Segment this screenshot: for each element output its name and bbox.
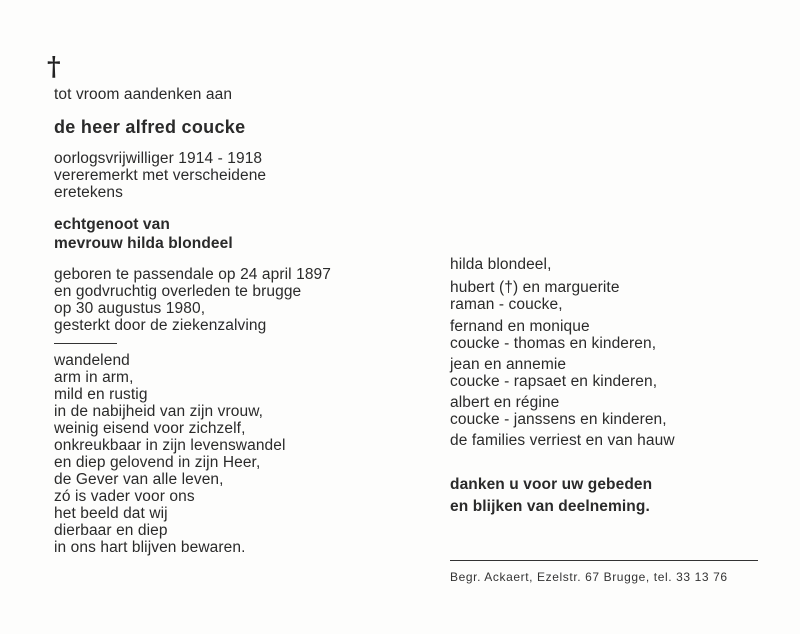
poem-line: wandelend xyxy=(54,352,130,369)
poem-line: mild en rustig xyxy=(54,386,148,403)
poem-line: in de nabijheid van zijn vrouw, xyxy=(54,403,264,420)
family-line: de families verriest en van hauw xyxy=(450,432,675,449)
printer-credit: Begr. Ackaert, Ezelstr. 67 Brugge, tel. 33 13 76 xyxy=(450,570,728,584)
poem-line: onkreukbaar in zijn levenswandel xyxy=(54,437,286,454)
family-line: jean en annemie xyxy=(450,356,567,373)
divider-long xyxy=(450,560,758,561)
family-line: raman - coucke, xyxy=(450,296,563,313)
deceased-name: de heer alfred coucke xyxy=(54,117,246,137)
poem-line: het beeld dat wij xyxy=(54,505,168,522)
service-line: oorlogsvrijwilliger 1914 - 1918 xyxy=(54,150,263,167)
poem-line: zó is vader voor ons xyxy=(54,488,195,505)
cross-icon: † xyxy=(47,52,61,82)
family-line: albert en régine xyxy=(450,394,560,411)
family-line: fernand en monique xyxy=(450,318,590,335)
poem-line: en diep gelovend in zijn Heer, xyxy=(54,454,261,471)
poem-line: de Gever van alle leven, xyxy=(54,471,224,488)
family-line: coucke - janssens en kinderen, xyxy=(450,411,667,428)
intro-text: tot vroom aandenken aan xyxy=(54,86,233,103)
poem-line: arm in arm, xyxy=(54,369,134,386)
divider-short xyxy=(54,343,117,344)
service-line: vereremerkt met verscheidene xyxy=(54,167,267,184)
life-line: en godvruchtig overleden te brugge xyxy=(54,283,302,300)
family-line: coucke - rapsaet en kinderen, xyxy=(450,373,658,390)
poem-line: in ons hart blijven bewaren. xyxy=(54,539,246,556)
family-line: hubert (†) en marguerite xyxy=(450,279,620,296)
family-line: coucke - thomas en kinderen, xyxy=(450,335,657,352)
spouse-line: echtgenoot van xyxy=(54,216,170,233)
poem-line: weinig eisend voor zichzelf, xyxy=(54,420,246,437)
life-line: gesterkt door de ziekenzalving xyxy=(54,317,267,334)
spouse-line: mevrouw hilda blondeel xyxy=(54,235,233,252)
thanks-line: danken u voor uw gebeden xyxy=(450,476,653,493)
family-line: hilda blondeel, xyxy=(450,256,552,273)
thanks-line: en blijken van deelneming. xyxy=(450,498,650,515)
life-line: geboren te passendale op 24 april 1897 xyxy=(54,266,331,283)
poem-line: dierbaar en diep xyxy=(54,522,168,539)
service-line: eretekens xyxy=(54,184,123,201)
life-line: op 30 augustus 1980, xyxy=(54,300,206,317)
